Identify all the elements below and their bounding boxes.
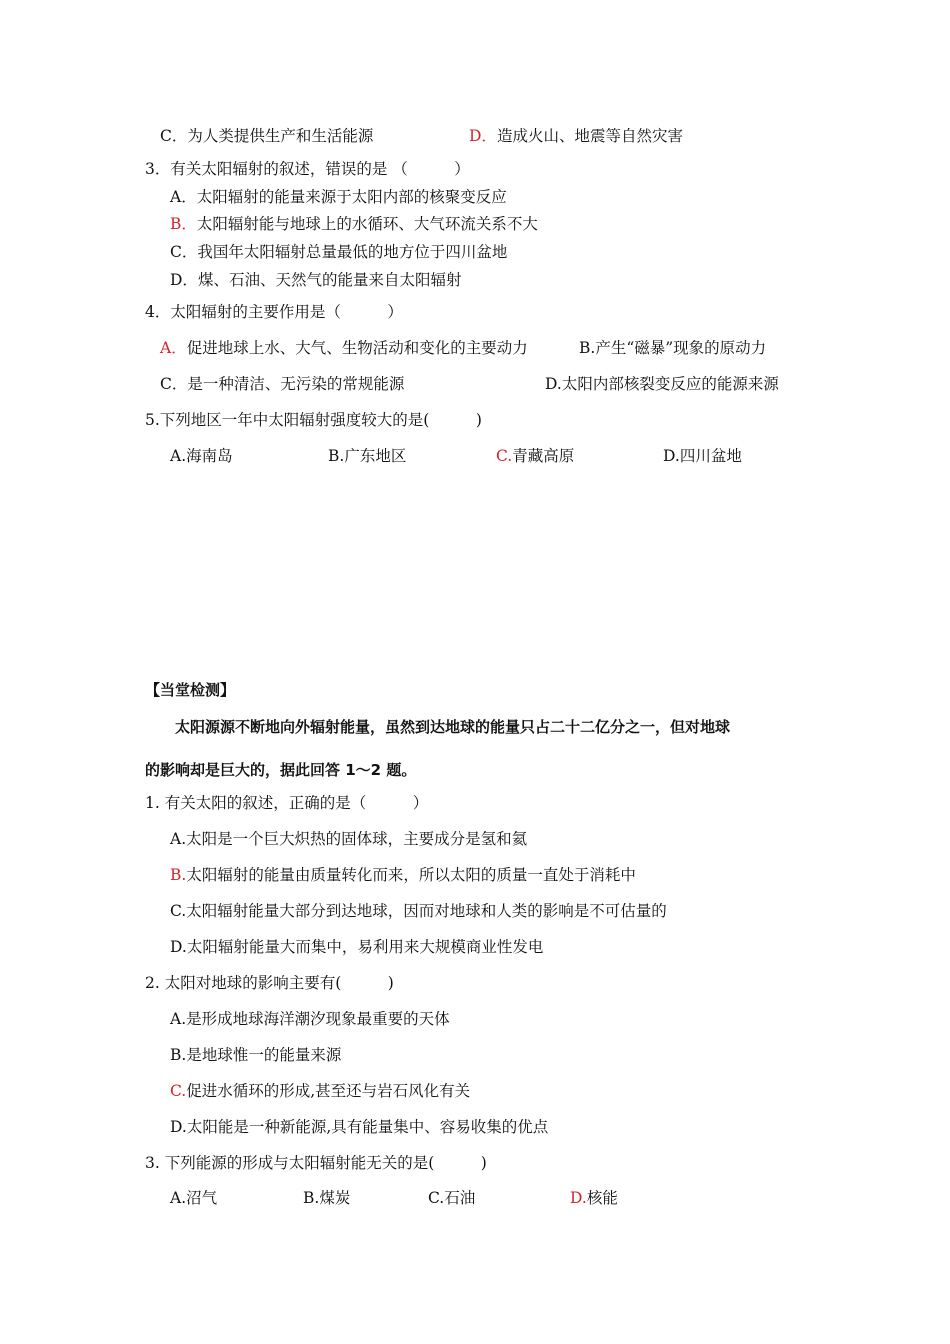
check-q3-option-a: [170, 1188, 217, 1208]
option-key: D．: [469, 127, 497, 145]
option-key: B．: [170, 215, 197, 233]
option-key: C．: [160, 127, 188, 145]
q3-option-d: [170, 270, 461, 290]
option-key: C．: [170, 243, 198, 261]
q3-option-a: [170, 187, 507, 207]
q2-option-c: [160, 126, 373, 146]
option-text: 海南岛: [186, 447, 233, 465]
option-text: 促进水循环的形成,甚至还与岩石风化有关: [186, 1082, 471, 1100]
q5-option-c: [496, 446, 574, 466]
option-key: D．: [170, 271, 198, 289]
q5-option-a: [170, 446, 233, 466]
option-key: D.: [170, 938, 187, 956]
q3-option-c: [170, 242, 507, 262]
option-key: A．: [170, 188, 197, 206]
check-q1-option-b: [170, 865, 636, 885]
check-q2-option-b: [170, 1045, 341, 1065]
option-text: 是一种清洁、无污染的常规能源: [187, 375, 405, 393]
option-key: B.: [170, 866, 187, 884]
q4-option-d: [545, 374, 779, 394]
option-text: 太阳能是一种新能源,具有能量集中、容易收集的优点: [186, 1118, 549, 1136]
check-q3-stem: 3. 下列能源的形成与太阳辐射能无关的是( ): [145, 1154, 487, 1172]
check-q3-option-b: [303, 1188, 350, 1208]
option-text: 四川盆地: [679, 447, 742, 465]
intro-line-2: 的影响却是巨大的，据此回答 1～2 题。: [145, 761, 417, 779]
check-q1-option-d: [170, 937, 543, 957]
option-key: C.: [170, 902, 187, 920]
section-heading: 【当堂检测】: [145, 681, 236, 699]
q3-stem: 3．有关太阳辐射的叙述，错误的是 （ ）: [145, 160, 470, 178]
q4-option-a: [160, 338, 528, 358]
option-key: B.: [303, 1189, 320, 1207]
option-text: 沼气: [186, 1189, 218, 1207]
option-key: B.: [170, 1046, 187, 1064]
check-q2-option-c: [170, 1081, 470, 1101]
option-text: 太阳内部核裂变反应的能源来源: [561, 375, 779, 393]
option-text: 煤炭: [319, 1189, 351, 1207]
option-text: 太阳辐射能量大部分到达地球，因而对地球和人类的影响是不可估量的: [186, 902, 667, 920]
check-q3-option-c: [428, 1188, 475, 1208]
option-key: D.: [545, 375, 562, 393]
check-q1-stem: 1. 有关太阳的叙述，正确的是（ ）: [145, 794, 429, 812]
q2-option-d: [469, 126, 683, 146]
option-key: A.: [170, 830, 187, 848]
option-text: 核能: [586, 1189, 618, 1207]
option-text: 促进地球上水、大气、生物活动和变化的主要动力: [186, 339, 528, 357]
option-text: 太阳辐射能与地球上的水循环、大气环流关系不大: [196, 215, 538, 233]
check-q2-option-a: [170, 1009, 450, 1029]
q5-option-d: [663, 446, 742, 466]
q4-stem: 4．太阳辐射的主要作用是（ ）: [145, 303, 403, 321]
option-text: 产生“磁暴”现象的原动力: [595, 339, 767, 357]
option-key: A.: [170, 447, 187, 465]
option-text: 青藏高原: [512, 447, 575, 465]
option-text: 广东地区: [344, 447, 407, 465]
option-text: 太阳辐射的能量来源于太阳内部的核聚变反应: [196, 188, 507, 206]
option-text: 是形成地球海洋潮汐现象最重要的天体: [186, 1010, 450, 1028]
option-text: 石油: [444, 1189, 476, 1207]
option-text: 是地球惟一的能量来源: [186, 1046, 342, 1064]
q4-option-b: [579, 338, 766, 358]
q5-option-b: [328, 446, 406, 466]
option-text: 太阳辐射能量大而集中，易利用来大规模商业性发电: [186, 938, 544, 956]
check-q1-option-a: [170, 829, 527, 849]
check-q2-option-d: [170, 1117, 548, 1137]
option-key: A.: [170, 1010, 187, 1028]
intro-line-1: 太阳源源不断地向外辐射能量，虽然到达地球的能量只占二十二亿分之一，但对地球: [175, 718, 731, 736]
option-text: 太阳是一个巨大炽热的固体球，主要成分是氢和氦: [186, 830, 528, 848]
option-key: D.: [570, 1189, 587, 1207]
q4-option-c: [160, 374, 404, 394]
option-key: C.: [170, 1082, 187, 1100]
option-key: B.: [579, 339, 596, 357]
option-text: 太阳辐射的能量由质量转化而来，所以太阳的质量一直处于消耗中: [186, 866, 636, 884]
option-key: C.: [428, 1189, 445, 1207]
option-key: C.: [496, 447, 513, 465]
option-text: 为人类提供生产和生活能源: [187, 127, 374, 145]
q5-stem: 5.下列地区一年中太阳辐射强度较大的是( ): [145, 411, 482, 429]
option-key: D.: [170, 1118, 187, 1136]
check-q1-option-c: [170, 901, 667, 921]
option-key: D.: [663, 447, 680, 465]
option-key: A．: [160, 339, 187, 357]
option-key: A.: [170, 1189, 187, 1207]
check-q2-stem: 2. 太阳对地球的影响主要有( ): [145, 974, 394, 992]
check-q3-option-d: [570, 1188, 618, 1208]
option-text: 煤、石油、天然气的能量来自太阳辐射: [197, 271, 462, 289]
option-key: B.: [328, 447, 345, 465]
option-text: 造成火山、地震等自然灾害: [496, 127, 683, 145]
q3-option-b: [170, 214, 538, 234]
option-key: C．: [160, 375, 188, 393]
option-text: 我国年太阳辐射总量最低的地方位于四川盆地: [197, 243, 508, 261]
